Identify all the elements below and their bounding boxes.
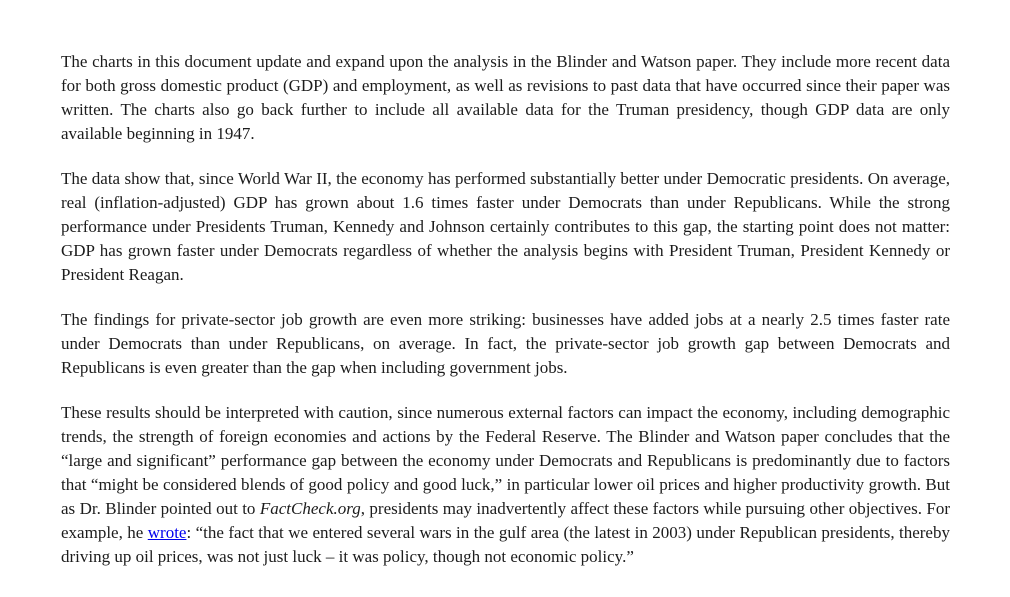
paragraph-4-segment-1: These results should be interpreted with caution, since numerous external factors can impact the economy, including demographic trends, the strength of foreign economies and actions by the Federal Reserve. The Blinder and Watson paper concludes that the “large and significant” performance gap between the economy under Democrats and Republicans is predominantly due to factors that “might be considered blends of good policy and good luck,” in particular lower oil prices and higher productivity growth. But as Dr. Blinder pointed out to <box>61 403 950 518</box>
paragraph-4-segment-2: , presidents may inadvertently affect these factors while pursuing other objectives. For example, he <box>61 499 951 542</box>
paragraph-4-segment-3: : “the fact that we entered several wars in the gulf area (the latest in 2003) under Republican presidents, thereby driving up oil prices, was not just luck – it was policy, though not economic policy.” <box>61 523 950 566</box>
paragraph-1: The charts in this document update and expand upon the analysis in the Blinder and Watson paper. They include more recent data for both gross domestic product (GDP) and employment, as well as revisions to past data that have occurred since their paper was written. The charts also go back further to include all available data for the Truman presidency, though GDP data are only available beginning in 1947. <box>61 52 950 143</box>
wrote-link[interactable]: wrote <box>147 523 187 542</box>
paragraph-2: The data show that, since World War II, the economy has performed substantially better under Democratic presidents. On average, real (inflation-adjusted) GDP has grown about 1.6 times faster under Democrats than under Republicans. While the strong performance under Presidents Truman, Kennedy and Johnson certainly contributes to this gap, the starting point does not matter: GDP has grown faster under Democrats regardless of whether the analysis begins with President Truman, President Kennedy or President Reagan. <box>61 169 950 284</box>
paragraph-4 <box>61 401 950 569</box>
paragraph-3: The findings for private-sector job growth are even more striking: businesses have added jobs at a nearly 2.5 times faster rate under Democrats than under Republicans, on average. In fact, the private-sector job growth gap between Democrats and Republicans is even greater than the gap when including government jobs. <box>61 310 950 377</box>
factcheck-org-italic: FactCheck.org <box>259 499 361 518</box>
